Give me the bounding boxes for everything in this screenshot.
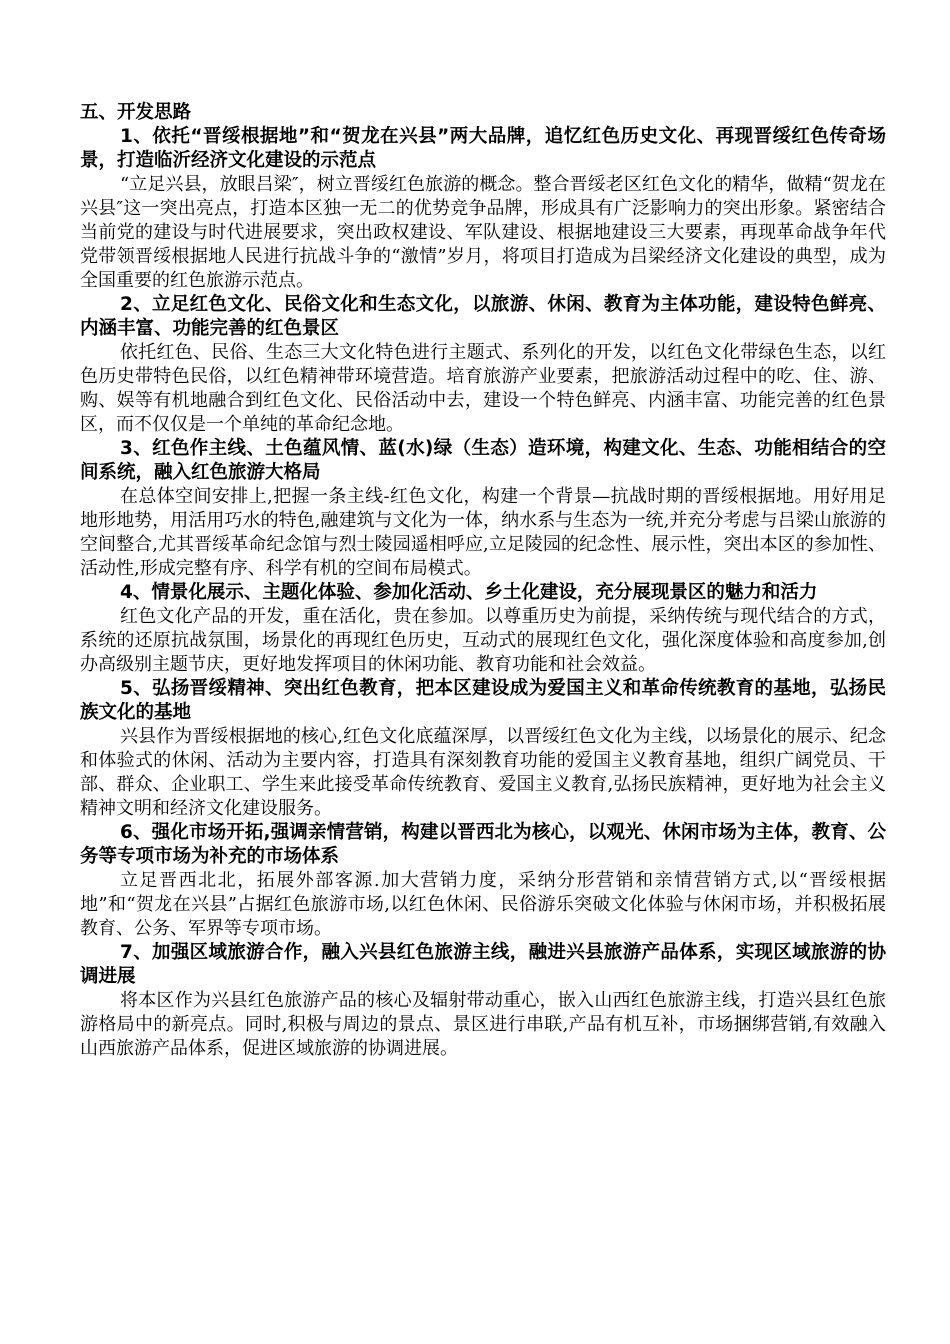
- point-5-heading: 5、弘扬晋绥精神、突出红色教育，把本区建设成为爱国主义和革命传统教育的基地，弘扬民族文化的基地: [80, 678, 886, 723]
- point-5-body: 兴县作为晋绥根据地的核心,红色文化底蕴深厚，以晋绥红色文化为主线，以场景化的展示、纪念和体验式的休闲、活动为主要内容，打造具有深刻教育功能的爱国主义教育基地，组织广阔党员、干部、群众、企业职工、学生来此接受革命传统教育、爱国主义教育,弘扬民族精神，更好地为社会主义精神文明和经济文化建设服务。: [80, 726, 886, 819]
- point-2-heading: 2、立足红色文化、民俗文化和生态文化，以旅游、休闲、教育为主体功能，建设特色鲜亮、内涵丰富、功能完善的红色景区: [80, 294, 886, 339]
- point-7-heading: 7、加强区域旅游合作，融入兴县红色旅游主线，融进兴县旅游产品体系，实现区域旅游的协调进展: [80, 942, 886, 987]
- section-title: 五、开发思路: [80, 102, 192, 123]
- point-7-body: 将本区作为兴县红色旅游产品的核心及辐射带动重心，嵌入山西红色旅游主线，打造兴县红色旅游格局中的新亮点。同时,积极与周边的景点、景区进行串联,产品有机互补，市场捆绑营销,有效融入山西旅游产品体系，促进区域旅游的协调进展。: [80, 990, 886, 1059]
- point-3-body: 在总体空间安排上,把握一条主线-红色文化，构建一个背景—抗战时期的晋绥根据地。用好用足地形地势，用活用巧水的特色,融建筑与文化为一体，纳水系与生态为一统,并充分考虑与吕梁山旅游的空间整合,尤其晋绥革命纪念馆与烈士陵园遥相呼应,立足陵园的纪念性、展示性，突出本区的参加性、活动性,形成完整有序、科学有机的空间布局模式。: [80, 486, 886, 579]
- point-4-body: 红色文化产品的开发，重在活化，贵在参加。以尊重历史为前提，采纳传统与现代结合的方式，系统的还原抗战氛围，场景化的再现红色历史，互动式的展现红色文化，强化深度体验和高度参加,创办高级别主题节庆，更好地发挥项目的休闲功能、教育功能和社会效益。: [80, 606, 886, 675]
- document-page: [80, 101, 886, 1061]
- point-2-body: 依托红色、民俗、生态三大文化特色进行主题式、系列化的开发，以红色文化带绿色生态，以红色历史带特色民俗，以红色精神带环境营造。培育旅游产业要素，把旅游活动过程中的吃、住、游、购、娱等有机地融合到红色文化、民俗活动中去，建设一个特色鲜亮、内涵丰富、功能完善的红色景区，而不仅仅是一个单纯的革命纪念地。: [80, 342, 886, 435]
- point-3-heading: 3、红色作主线、土色蕴风情、蓝(水)绿（生态）造环境，构建文化、生态、功能相结合的空间系统，融入红色旅游大格局: [80, 438, 886, 483]
- point-6-body: 立足晋西北北，拓展外部客源.加大营销力度，采纳分形营销和亲情营销方式,以“晋绥根据地”和“贺龙在兴县”占据红色旅游市场,以红色休闲、民俗游乐突破文化体验与休闲市场，并积极拓展教育、公务、军界等专项市场。: [80, 870, 886, 939]
- point-1-body: “立足兴县，放眼吕梁″，树立晋绥红色旅游的概念。整合晋绥老区红色文化的精华，做精“贺龙在兴县″这一突出亮点，打造本区独一无二的优势竞争品牌，形成具有广泛影响力的突出形象。紧密结合当前党的建设与时代进展要求，突出政权建设、军队建设、根据地建设三大要素，再现革命战争年代党带领晋绥根据地人民进行抗战斗争的“激情”岁月，将项目打造成为吕梁经济文化建设的典型，成为全国重要的红色旅游示范点。: [80, 174, 886, 291]
- point-4-heading: 4、情景化展示、主题化体验、参加化活动、乡土化建设，充分展现景区的魅力和活力: [120, 582, 818, 603]
- point-6-heading: 6、强化市场开拓,强调亲情营销，构建以晋西北为核心，以观光、休闲市场为主体，教育、公务等专项市场为补充的市场体系: [80, 822, 886, 867]
- point-1-heading: 1、依托“晋绥根据地”和“贺龙在兴县”两大品牌，追忆红色历史文化、再现晋绥红色传奇场景，打造临沂经济文化建设的示范点: [80, 126, 886, 171]
